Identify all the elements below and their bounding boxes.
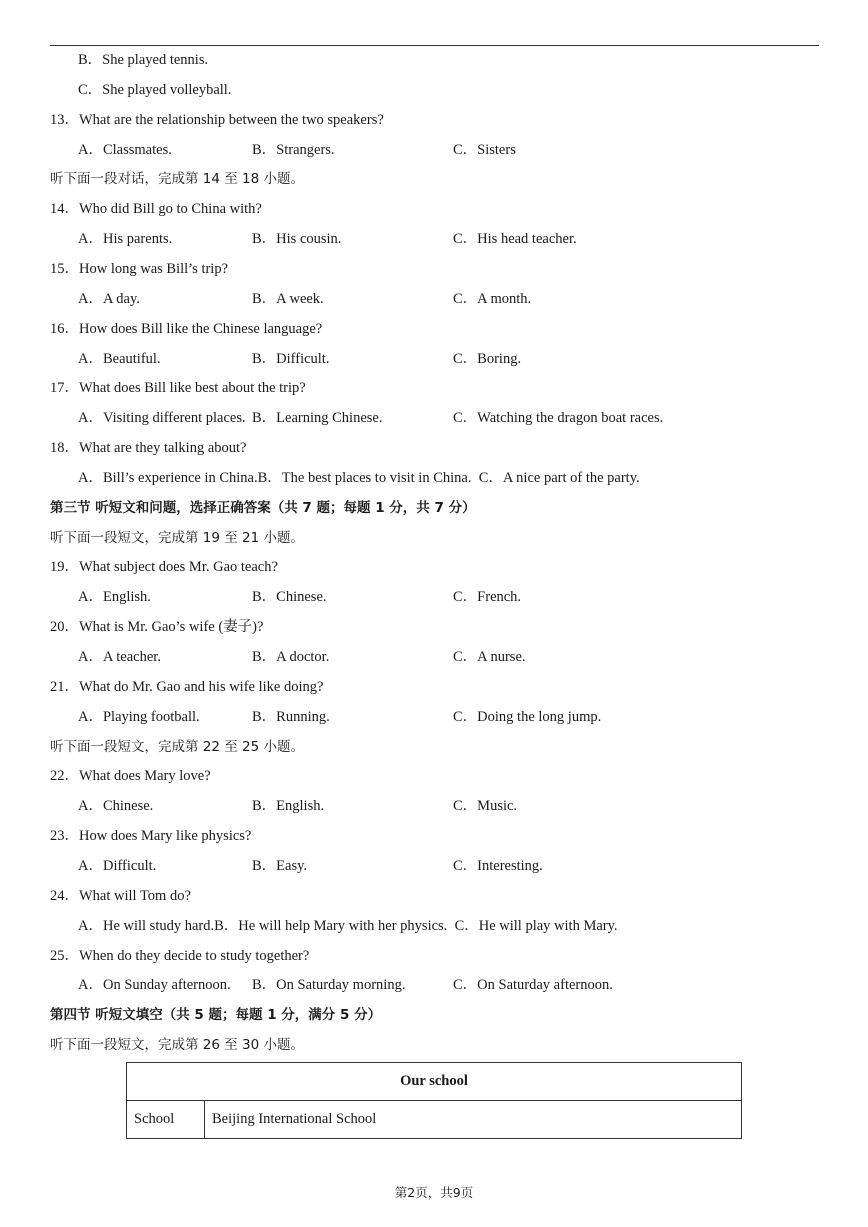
option-c: C．A nurse.	[453, 649, 526, 665]
option-b: B．Learning Chinese.	[252, 410, 383, 426]
options-row	[78, 857, 838, 875]
question-text: 19．What subject does Mr. Gao teach?	[50, 559, 278, 575]
options-row	[78, 469, 640, 487]
question-text: 16．How does Bill like the Chinese language?	[50, 321, 323, 337]
question-text: 14．Who did Bill go to China with?	[50, 201, 262, 217]
instruction-text: 听下面一段短文，完成第 22 至 25 小题。	[50, 739, 305, 755]
option-a: A．Bill’s experience in China.	[78, 470, 258, 486]
options-row	[78, 141, 838, 159]
table-row-label: School	[127, 1101, 205, 1139]
option-line: B．She played tennis.	[78, 52, 209, 68]
question-text: 18．What are they talking about?	[50, 440, 247, 456]
option-b: B．A week.	[252, 291, 324, 307]
option-a: A．Playing football.	[78, 709, 200, 725]
option-c: C．Sisters	[453, 142, 516, 158]
instruction-text: 听下面一段对话，完成第 14 至 18 小题。	[50, 171, 305, 187]
our-school-table	[126, 1062, 742, 1139]
option-a: A．English.	[78, 589, 151, 605]
table-row-value: Beijing International School	[205, 1101, 742, 1139]
question-text: 20．What is Mr. Gao’s wife (妻子)?	[50, 619, 264, 635]
option-c: C．French.	[453, 589, 522, 605]
option-c: C．Watching the dragon boat races.	[453, 410, 664, 426]
options-row	[78, 290, 838, 308]
option-a: A．Classmates.	[78, 142, 172, 158]
page-footer: 第2页，共9页	[394, 1185, 474, 1200]
option-line: C．She played volleyball.	[78, 82, 232, 98]
option-b: B．Chinese.	[252, 589, 327, 605]
question-text: 23．How does Mary like physics?	[50, 828, 252, 844]
options-row	[78, 708, 838, 726]
table-title: Our school	[127, 1063, 742, 1101]
option-b: B．His cousin.	[252, 231, 342, 247]
option-c: C．His head teacher.	[453, 231, 577, 247]
option-c: C．A month.	[453, 291, 532, 307]
option-b: B．He will help Mary with her physics.	[214, 918, 448, 934]
option-c: C．Boring.	[453, 351, 522, 367]
option-b: B．Running.	[252, 709, 330, 725]
option-b: B．A doctor.	[252, 649, 330, 665]
option-a: A．A teacher.	[78, 649, 161, 665]
option-c: C．Doing the long jump.	[453, 709, 602, 725]
question-text: 24．What will Tom do?	[50, 888, 191, 904]
question-text: 17．What does Bill like best about the trip?	[50, 380, 306, 396]
question-text: 25．When do they decide to study together?	[50, 948, 310, 964]
options-row	[78, 230, 838, 248]
option-a: A．Chinese.	[78, 798, 154, 814]
option-a: A．Difficult.	[78, 858, 157, 874]
options-row	[78, 409, 838, 427]
option-b: B．On Saturday morning.	[252, 977, 406, 993]
option-c: C．Interesting.	[453, 858, 543, 874]
header-rule	[50, 45, 819, 46]
options-row	[78, 350, 838, 368]
option-b: B．English.	[252, 798, 325, 814]
section-heading: 第四节 听短文填空（共 5 题；每题 1 分，满分 5 分）	[50, 1007, 382, 1023]
options-row	[78, 917, 618, 935]
options-row	[78, 588, 838, 606]
option-c: C．A nice part of the party.	[478, 470, 640, 486]
option-a: A．He will study hard.	[78, 918, 215, 934]
options-row	[78, 648, 838, 666]
question-text: 13．What are the relationship between the two speakers?	[50, 112, 384, 128]
option-c: C．He will play with Mary.	[454, 918, 618, 934]
section-heading: 第三节 听短文和问题，选择正确答案（共 7 题；每题 1 分，共 7 分）	[50, 500, 476, 516]
option-a: A．A day.	[78, 291, 140, 307]
option-a: A．On Sunday afternoon.	[78, 977, 231, 993]
option-c: C．Music.	[453, 798, 518, 814]
option-b: B．Strangers.	[252, 142, 335, 158]
question-text: 15．How long was Bill’s trip?	[50, 261, 229, 277]
options-row	[78, 797, 838, 815]
question-text: 22．What does Mary love?	[50, 768, 211, 784]
option-a: A．His parents.	[78, 231, 173, 247]
instruction-text: 听下面一段短文，完成第 26 至 30 小题。	[50, 1037, 305, 1053]
option-b: B．Easy.	[252, 858, 308, 874]
option-b: B．The best places to visit in China.	[257, 470, 472, 486]
option-b: B．Difficult.	[252, 351, 330, 367]
option-a: A．Visiting different places.	[78, 410, 246, 426]
instruction-text: 听下面一段短文，完成第 19 至 21 小题。	[50, 530, 305, 546]
option-c: C．On Saturday afternoon.	[453, 977, 613, 993]
option-a: A．Beautiful.	[78, 351, 161, 367]
options-row	[78, 976, 838, 994]
question-text: 21．What do Mr. Gao and his wife like doing?	[50, 679, 324, 695]
